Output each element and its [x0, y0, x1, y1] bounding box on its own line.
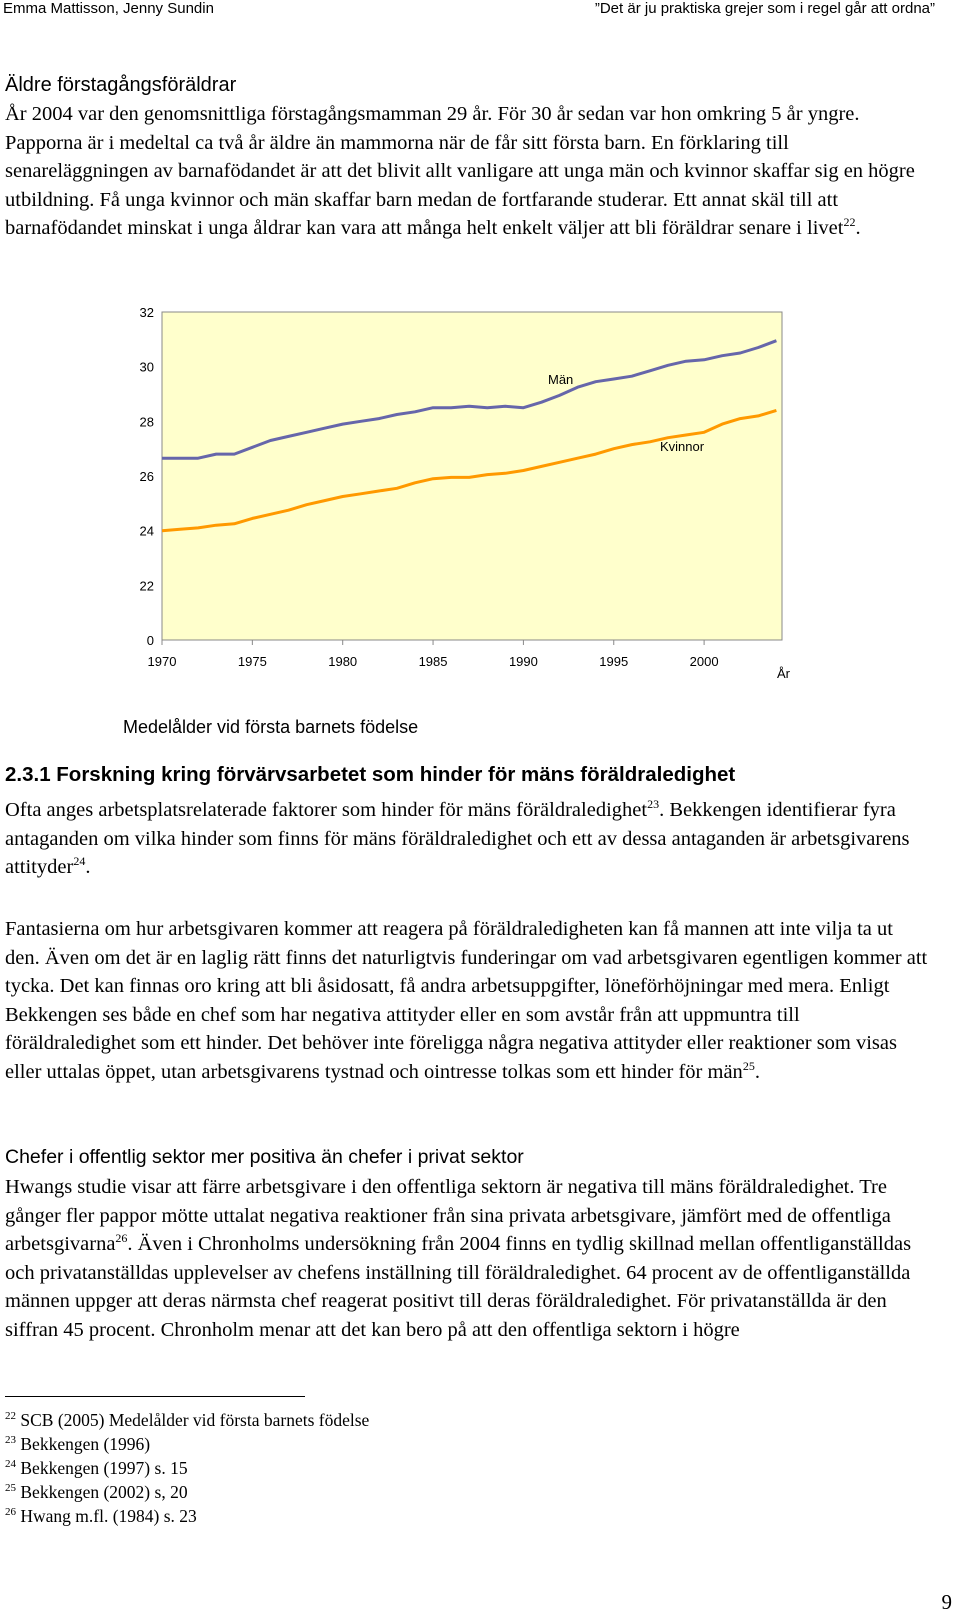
- y-tick-label: 22: [139, 578, 154, 594]
- y-axis: [140, 305, 154, 648]
- footnote-separator: [5, 1396, 305, 1397]
- footnote-text: Bekkengen (1996): [16, 1434, 151, 1454]
- footnote-number: 26: [5, 1506, 16, 1518]
- footnote-text: Hwang m.fl. (1984) s. 23: [16, 1506, 197, 1526]
- y-tick-label: 30: [139, 359, 154, 375]
- footnote-text: Bekkengen (1997) s. 15: [16, 1458, 188, 1478]
- y-tick-label: 26: [139, 469, 154, 484]
- series-label-men: Män: [548, 372, 574, 387]
- intro-heading: Äldre förstagångsföräldrar: [5, 74, 237, 96]
- intro-paragraph: [5, 100, 930, 243]
- footnote-ref-25: 25: [742, 1058, 755, 1073]
- footnotes-list: [5, 1408, 369, 1528]
- header-authors: Emma Mattisson, Jenny Sundin: [3, 0, 214, 17]
- footnote-number: 23: [5, 1434, 16, 1446]
- age-line-chart: [120, 300, 820, 695]
- x-tick-label: 1980: [328, 654, 358, 669]
- subsection-text-b: . Även i Chronholms undersökning från 2004 finns en tydlig skillnad mellan offentliganställdas och privatanställdas upplevelser av chefens inställning till föräldraledighet. 64 procent av de offentliganställda männen uppger att deras närmsta chef reagerat positivt till deras föräldraledighet. För privatanställda är den siffran 45 procent. Chronholm menar att det kan bero på att den offentliga sektorn i högre: [5, 1233, 912, 1341]
- footnote-ref-24: 24: [73, 854, 86, 868]
- footnote-item: [5, 1456, 369, 1480]
- x-tick-label: 1995: [599, 654, 629, 669]
- footnote-ref-23: 23: [647, 797, 660, 811]
- page-number: 9: [941, 1590, 952, 1614]
- subsection-text-a: Hwangs studie visar att färre arbetsgivare i den offentliga sektorn är negativa till mäns föräldraledighet. Tre gånger fler pappor mötte uttalat negativa reaktioner från sina privata arbetsgivare, jämfört med de offentliga arbetsgivarna: [5, 1176, 891, 1255]
- x-axis-label: År: [777, 666, 790, 681]
- y-tick-label: 24: [139, 523, 154, 539]
- footnote-number: 24: [5, 1458, 16, 1470]
- section-p2-text-b: .: [754, 1060, 760, 1083]
- y-tick-label: 0: [146, 633, 154, 648]
- footnote-text: SCB (2005) Medelålder vid första barnets födelse: [16, 1410, 370, 1430]
- series-label-women: Kvinnor: [660, 439, 705, 454]
- y-tick-label: 32: [139, 305, 154, 320]
- x-axis: [148, 640, 719, 669]
- footnote-item: [5, 1504, 369, 1528]
- footnote-item: [5, 1408, 369, 1432]
- footnote-number: 25: [5, 1482, 16, 1494]
- header-document-title: ”Det är ju praktiska grejer som i regel går att ordna”: [594, 0, 935, 17]
- section-paragraph-2: [5, 915, 930, 1086]
- footnote-item: [5, 1432, 369, 1456]
- footnote-number: 22: [5, 1410, 16, 1422]
- chart-caption: Medelålder vid första barnets födelse: [123, 717, 419, 737]
- footnote-text: Bekkengen (2002) s, 20: [16, 1482, 188, 1502]
- subsection-paragraph: [5, 1173, 930, 1344]
- y-tick-label: 28: [139, 414, 154, 430]
- x-tick-label: 1975: [237, 654, 267, 669]
- intro-end: .: [855, 217, 861, 239]
- section-heading: 2.3.1 Forskning kring förvärvsarbetet som hinder för mäns föräldraledighet: [5, 763, 736, 786]
- section-p1-text-b: . Bekkengen identifierar fyra antaganden om vilka hinder som finns för mäns föräldraledighet och ett av dessa antaganden är arbetsgivarens attityder: [5, 799, 910, 878]
- footnote-item: [5, 1480, 369, 1504]
- section-p2-text-a: Fantasierna om hur arbetsgivaren kommer att reagera på föräldraledigheten kan få mannen att inte vilja ta ut den. Även om det är en laglig rätt finns det naturligtvis funderingar om vad arbetsgivaren egentligen kommer att tycka. Det kan finnas oro kring att bli åsidosatt, få andra arbetsuppgifter, löneförhöjningar med mera. Enligt Bekkengen ses både en chef som har negativa attityder eller en som avstår från att uppmuntra till föräldraledighet som ett hinder. Det behöver inte föreligga några negativa attityder eller reaktioner som visas eller uttalas öppet, utan arbetsgivarens tystnad och ointresse tolkas som ett hinder för män: [5, 918, 928, 1083]
- footnote-ref-26: 26: [115, 1231, 128, 1245]
- x-tick-label: 1990: [508, 654, 538, 669]
- section-paragraph-1: [5, 796, 930, 882]
- subsection-heading: Chefer i offentlig sektor mer positiva än chefer i privat sektor: [5, 1146, 524, 1168]
- x-tick-label: 1985: [418, 654, 448, 669]
- section-p1-text-c: .: [85, 856, 91, 878]
- footnote-ref-22: 22: [843, 215, 856, 229]
- x-tick-label: 2000: [689, 654, 719, 669]
- x-tick-label: 1970: [147, 654, 177, 669]
- section-p1-text-a: Ofta anges arbetsplatsrelaterade faktorer som hinder för mäns föräldraledighet: [5, 799, 648, 821]
- intro-text: År 2004 var den genomsnittliga förstagångsmamman 29 år. För 30 år sedan var hon omkring 5 år yngre. Papporna är i medeltal ca två år äldre än mammorna när de får sitt första barn. En förklaring till senareläggningen av barnafödandet är att det blivit allt vanligare att unga män och kvinnor skaffar sig en högre utbildning. Få unga kvinnor och män skaffar barn medan de fortfarande studerar. Ett annat skäl till att barnafödandet minskat i unga åldrar kan vara att många helt enkelt väljer att bli föräldrar senare i livet: [5, 103, 915, 239]
